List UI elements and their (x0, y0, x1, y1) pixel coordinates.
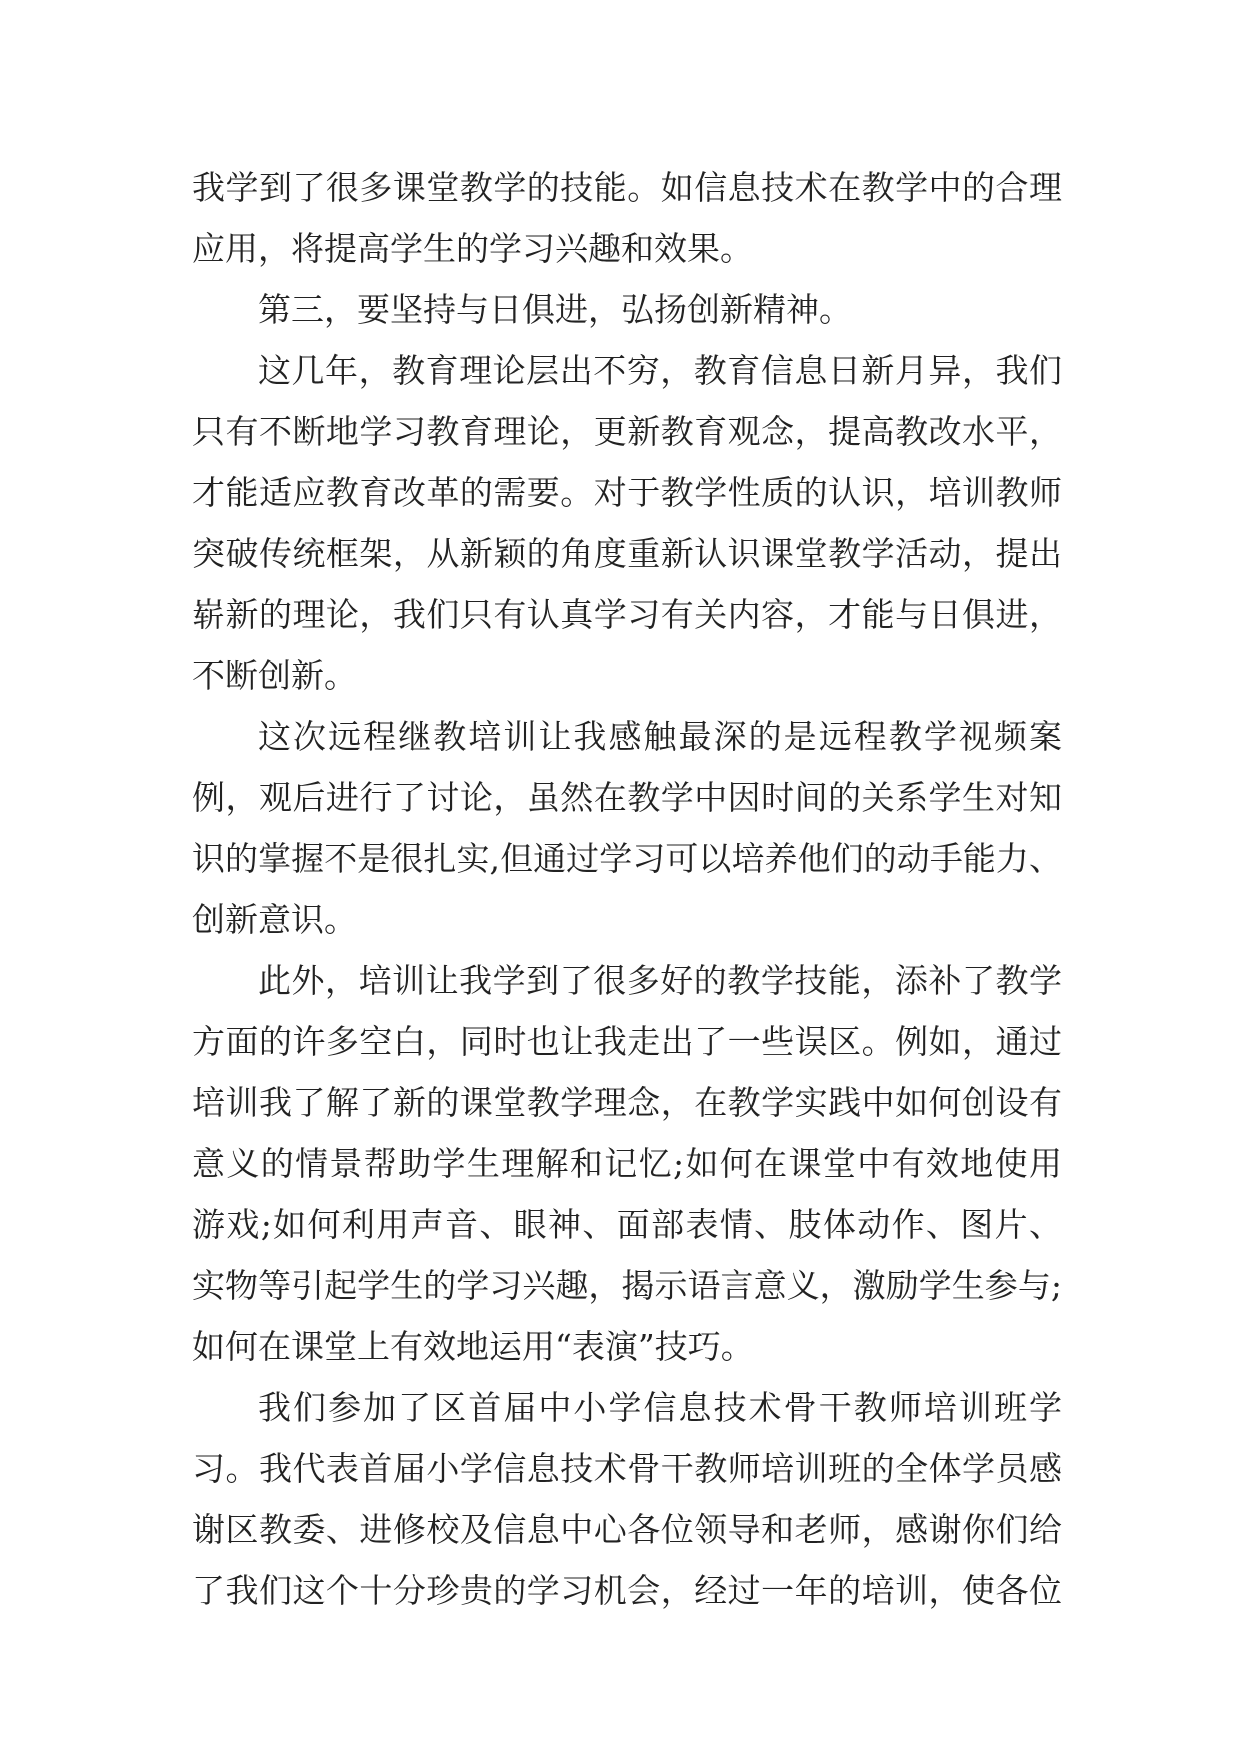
paragraph-3 (192, 340, 1062, 706)
text-line: 如何在课堂上有效地运用“表演”技巧。 (192, 1327, 754, 1366)
text-line: 游戏;如何利用声音、眼神、面部表情、肢体动作、图片、 (192, 1205, 1062, 1244)
text-line: 应用，将提高学生的学习兴趣和效果。 (192, 229, 753, 268)
text-line: 突破传统框架，从新颖的角度重新认识课堂教学活动，提出 (192, 534, 1062, 573)
text-line: 方面的许多空白，同时也让我走出了一些误区。例如，通过 (192, 1022, 1062, 1061)
text-line: 例，观后进行了讨论，虽然在教学中因时间的关系学生对知 (192, 778, 1062, 817)
body-text (192, 157, 1062, 1621)
text-line: 才能适应教育改革的需要。对于教学性质的认识，培训教师 (192, 473, 1062, 512)
text-line: 谢区教委、进修校及信息中心各位领导和老师，感谢你们给 (192, 1510, 1062, 1549)
text-line: 我学到了很多课堂教学的技能。如信息技术在教学中的合理 (192, 168, 1062, 207)
paragraph-1 (192, 157, 1062, 279)
paragraph-4 (192, 706, 1062, 950)
text-line: 识的掌握不是很扎实,但通过学习可以培养他们的动手能力、 (192, 839, 1062, 878)
text-line: 这几年，教育理论层出不穷，教育信息日新月异，我们 (258, 351, 1062, 390)
paragraph-5 (192, 950, 1062, 1377)
text-line: 这次远程继教培训让我感触最深的是远程教学视频案 (258, 717, 1062, 756)
text-line: 只有不断地学习教育理论，更新教育观念，提高教改水平， (192, 412, 1062, 451)
text-line: 我们参加了区首届中小学信息技术骨干教师培训班学 (258, 1388, 1062, 1427)
text-line: 实物等引起学生的学习兴趣，揭示语言意义，激励学生参与; (192, 1266, 1062, 1305)
text-line: 意义的情景帮助学生理解和记忆;如何在课堂中有效地使用 (192, 1144, 1062, 1183)
text-line: 不断创新。 (192, 656, 357, 695)
text-line: 习。我代表首届小学信息技术骨干教师培训班的全体学员感 (192, 1449, 1062, 1488)
text-line: 创新意识。 (192, 900, 357, 939)
text-line: 了我们这个十分珍贵的学习机会，经过一年的培训，使各位 (192, 1571, 1062, 1610)
text-line: 培训我了解了新的课堂教学理念，在教学实践中如何创设有 (192, 1083, 1062, 1122)
text-line: 第三，要坚持与日俱进，弘扬创新精神。 (258, 290, 852, 329)
text-line: 崭新的理论，我们只有认真学习有关内容，才能与日俱进， (192, 595, 1062, 634)
text-line: 此外，培训让我学到了很多好的教学技能，添补了教学 (258, 961, 1062, 1000)
paragraph-6 (192, 1377, 1062, 1621)
paragraph-2 (192, 279, 1062, 340)
